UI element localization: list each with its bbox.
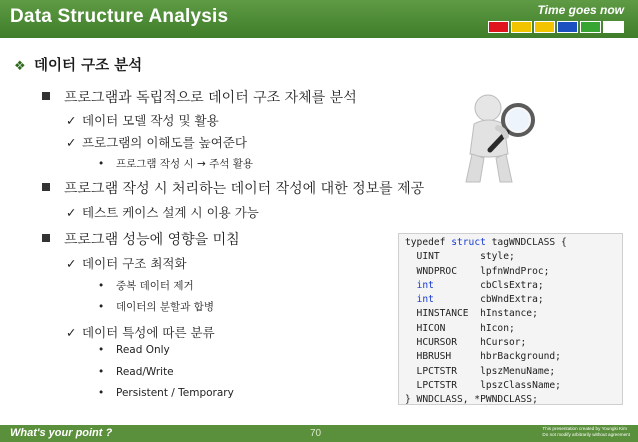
- outline-item: [98, 387, 234, 399]
- outline-item-text: 데이터 특성에 따른 분류: [82, 325, 215, 340]
- dot-bullet-icon: •: [98, 366, 105, 378]
- code-token: struct: [451, 237, 486, 248]
- outline-item: [98, 366, 174, 378]
- code-line: [405, 336, 616, 350]
- title-bar: [0, 0, 638, 38]
- copyright-notice: [542, 426, 630, 438]
- slide-title: Data Structure Analysis: [10, 6, 229, 27]
- code-line: [405, 379, 616, 393]
- code-line: [405, 307, 616, 321]
- dot-bullet-icon: •: [98, 387, 105, 399]
- code-line: [405, 322, 616, 336]
- code-token: HICON hIcon;: [405, 322, 515, 334]
- outline-item: [14, 54, 142, 75]
- outline-item-text: 프로그램 성능에 영향을 미침: [64, 232, 240, 248]
- outline-item: [98, 278, 194, 293]
- outline-item: [42, 229, 240, 249]
- footer-tagline: What's your point ?: [10, 427, 113, 439]
- color-swatch: [580, 21, 601, 33]
- page-number: 70: [310, 428, 322, 439]
- code-token: LPCTSTR lpszClassName;: [405, 379, 561, 391]
- square-bullet-icon: [42, 183, 50, 191]
- code-token: WNDPROC lpfnWndProc;: [405, 265, 550, 277]
- checkmark-bullet-icon: ✓: [66, 325, 77, 340]
- dot-bullet-icon: •: [98, 301, 105, 313]
- outline-item: [66, 133, 247, 151]
- copyright-line: Do not modify arbitrarily without agreement: [542, 432, 630, 437]
- color-swatch: [603, 21, 624, 33]
- outline-item-text: 프로그램 작성 시 → 주석 활용: [116, 158, 254, 170]
- dot-bullet-icon: •: [98, 344, 105, 356]
- checkmark-bullet-icon: ✓: [66, 205, 77, 220]
- outline-item-text: Persistent / Temporary: [116, 387, 234, 399]
- outline-item-text: 프로그램과 독립적으로 데이터 구조 자체를 분석: [64, 90, 357, 106]
- magnifier-figure-icon: [452, 88, 544, 188]
- checkmark-bullet-icon: ✓: [66, 256, 77, 271]
- checkmark-bullet-icon: ✓: [66, 135, 77, 150]
- outline-item-text: 데이터 구조 최적화: [82, 256, 187, 271]
- code-line: [405, 393, 616, 407]
- code-line: [405, 250, 616, 264]
- diamond-bullet-icon: ❖: [14, 59, 26, 74]
- outline-item-text: 데이터의 분할과 합병: [116, 301, 214, 313]
- code-token: LPCTSTR lpszMenuName;: [405, 365, 556, 377]
- code-token: int: [416, 294, 434, 306]
- outline-item: [42, 87, 357, 107]
- square-bullet-icon: [42, 92, 50, 100]
- outline-item: [98, 344, 170, 356]
- color-swatches: [488, 21, 624, 33]
- code-token: int: [416, 279, 434, 291]
- code-token: [405, 294, 417, 305]
- color-swatch: [488, 21, 509, 33]
- square-bullet-icon: [42, 234, 50, 242]
- outline-item-text: 프로그램 작성 시 처리하는 데이터 작성에 대한 정보를 제공: [64, 181, 425, 197]
- code-line: [405, 279, 616, 293]
- code-token: cbClsExtra;: [433, 279, 544, 291]
- code-line: [405, 236, 616, 250]
- code-token: [405, 280, 417, 291]
- code-token: HINSTANCE hInstance;: [405, 308, 538, 320]
- code-token: HCURSOR hCursor;: [405, 337, 527, 349]
- code-line: [405, 350, 616, 364]
- outline-item: [98, 156, 253, 171]
- color-swatch: [534, 21, 555, 33]
- code-snippet: [398, 233, 623, 405]
- code-token: UINT style;: [405, 251, 515, 263]
- code-token: cbWndExtra;: [433, 294, 544, 306]
- outline-item-text: 테스트 케이스 설계 시 이용 가능: [82, 205, 259, 220]
- outline-item: [66, 203, 259, 221]
- outline-item: [66, 254, 187, 272]
- outline-item-text: Read/Write: [116, 366, 174, 378]
- code-line: [405, 293, 616, 307]
- code-token: typedef: [405, 237, 452, 248]
- code-line: [405, 365, 616, 379]
- outline-item: [66, 323, 215, 341]
- outline-item: [42, 178, 424, 198]
- dot-bullet-icon: •: [98, 158, 105, 170]
- color-swatch: [511, 21, 532, 33]
- code-token: HBRUSH hbrBackground;: [405, 351, 561, 363]
- outline-item: [98, 299, 214, 314]
- checkmark-bullet-icon: ✓: [66, 113, 77, 128]
- code-line: [405, 265, 616, 279]
- copyright-line: This presentation created by Youngki Kim: [542, 426, 627, 431]
- outline-item-text: Read Only: [116, 344, 170, 356]
- code-token: } WNDCLASS, *PWNDCLASS;: [405, 394, 538, 406]
- code-token: tagWNDCLASS {: [485, 237, 567, 248]
- outline-item-text: 프로그램의 이해도를 높여준다: [82, 135, 247, 150]
- header-tagline: Time goes now: [537, 3, 624, 17]
- outline-item-text: 데이터 모델 작성 및 활용: [82, 113, 219, 128]
- outline-item: [66, 111, 219, 129]
- outline-item-text: 중복 데이터 제거: [116, 280, 194, 292]
- outline-item-text: 데이터 구조 분석: [34, 58, 143, 74]
- color-swatch: [557, 21, 578, 33]
- dot-bullet-icon: •: [98, 280, 105, 292]
